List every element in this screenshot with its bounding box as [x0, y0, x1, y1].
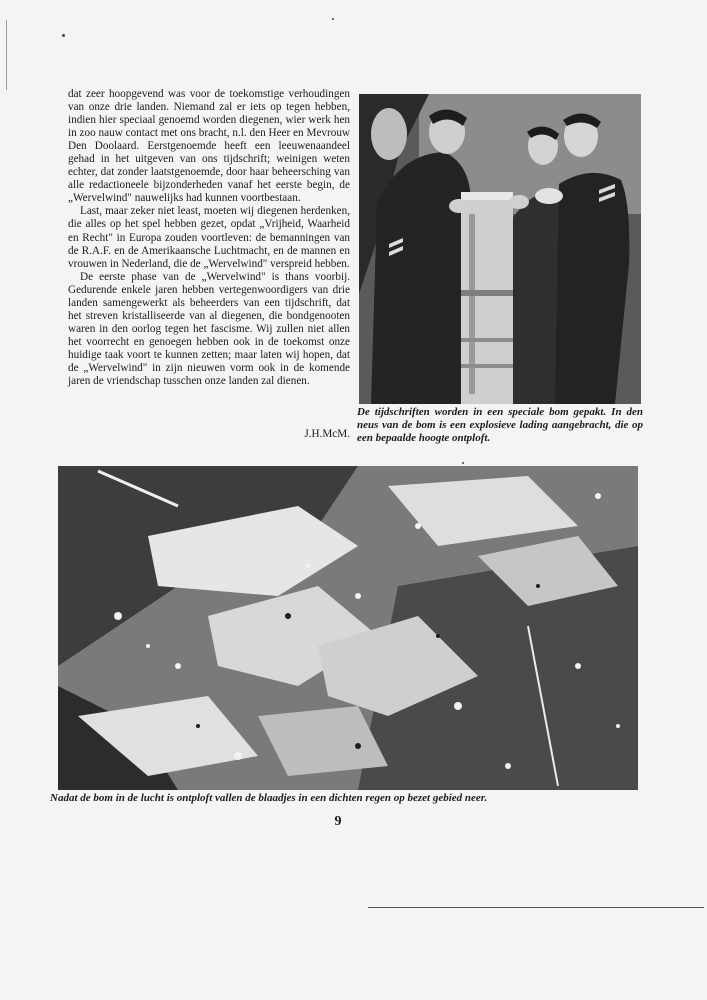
article-text — [68, 88, 350, 388]
scan-speck — [62, 34, 65, 37]
leaflets-photo-illustration — [58, 466, 638, 790]
photo-leaflets-falling — [58, 466, 638, 790]
horizontal-rule — [368, 907, 704, 908]
scan-speck — [332, 18, 334, 20]
airmen-photo-illustration — [359, 94, 641, 404]
scan-speck — [462, 462, 464, 464]
scan-margin-line — [6, 20, 7, 90]
photo-top-caption: De tijdschriften worden in een speciale bom gepakt. In den neus van de bom is een explosieve lading aangebracht, die op een bepaalde hoogte ontploft. — [357, 406, 643, 444]
article-signature: J.H.McM. — [304, 428, 350, 440]
photo-airmen-packing-bomb — [359, 94, 641, 404]
article-paragraph-2: Last, maar zeker niet least, moeten wij diegenen herdenken, die alles op het spel hebben gezet, opdat „Vrijheid, Waarheid en Recht" in Europa zouden voortleven: de bemanningen van de R.A.F. en de Amerikaansche Luchtmacht, en de mannen en vrouwen in Nederland, die de „Wervelwind" verspreid hebben. — [68, 205, 350, 270]
page-number: 9 — [334, 814, 342, 829]
article-paragraph-3: De eerste phase van de „Wervelwind" is thans voorbij. Gedurende enkele jaren hebben vertegenwoordigers van drie landen samengewerkt als beheerders van een tijdschrift, dat het streven kristalliseerde van al diegenen, die bondgenooten waren in den oorlog tegen het fascisme. Wij zullen niet allen het voorrecht en genoegen hebben ook in de toekomst onze huidige taak voort te kunnen zetten; maar laten wij hopen, dat de „Wervelwind" in zijn nieuwen vorm ook in de komende jaren de vriendschap tusschen onze landen zal dienen. — [68, 270, 350, 388]
photo-bottom-caption: Nadat de bom in de lucht is ontploft vallen de blaadjes in een dichten regen op bezet gebied neer. — [50, 792, 488, 804]
article-paragraph-1: dat zeer hoopgevend was voor de toekomstige verhoudingen van onze drie landen. Niemand zal er iets op tegen hebben, indien hier speciaal genoemd worden diegenen, wier werk hen in zoo nauw contact met ons bracht, n.l. den Heer en Mevrouw Den Doolaard. Eerstgenoemde heeft een leeuwenaandeel gehad in het uitgeven van ons tijdschrift; weinigen weten echter, dat zonder laatstgenoemde, door haar beheersching van alle redactioneele bijzonderheden vanaf het eerste begin, de „Wervelwind" nauwelijks had kunnen voortbestaan. — [68, 88, 350, 205]
